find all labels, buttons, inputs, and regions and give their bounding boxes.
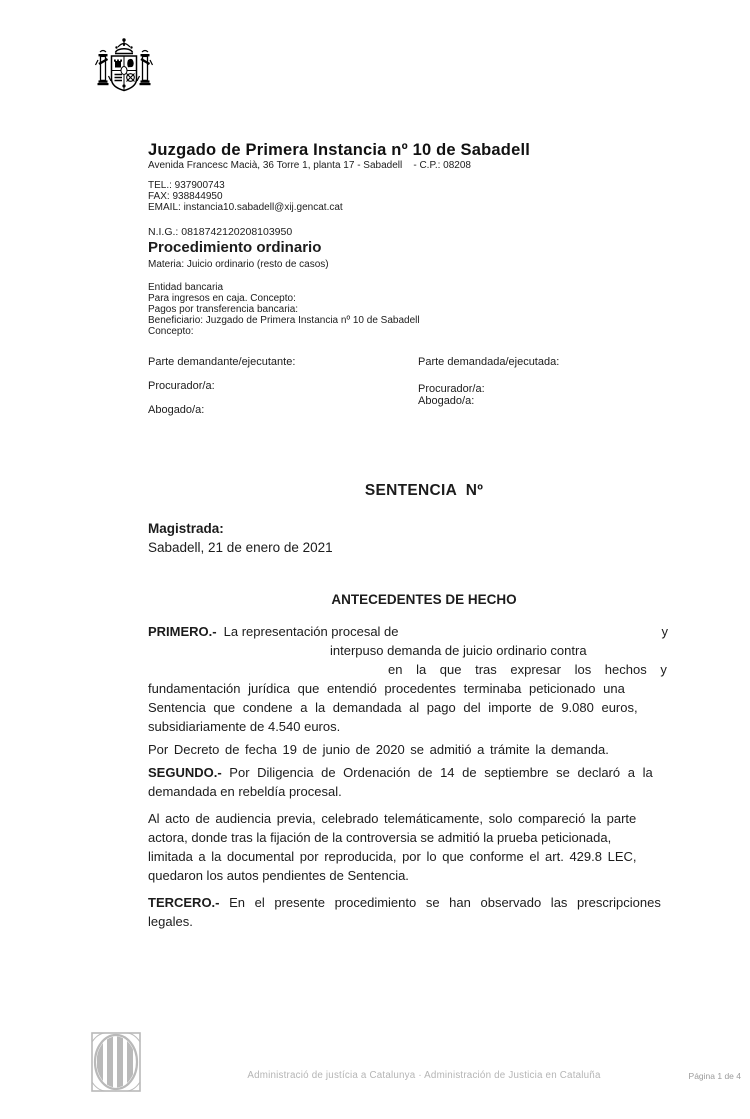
primero-line: PRIMERO.- La representación procesal de y [148,624,668,639]
bank-line: Beneficiario: Juzgado de Primera Instancia nº 10 de Sabadell [148,315,420,326]
nig-number: N.I.G.: 0818742120208103950 [148,226,293,238]
primero-line: en la que tras expresar los hechos y [388,662,667,677]
primero-line: subsidiariamente de 4.540 euros. [148,719,341,734]
tercero-label: TERCERO.- [148,895,220,910]
bank-line: Entidad bancaria [148,282,224,293]
page-number: Página 1 de 4 [688,1071,741,1081]
sentencia-heading: SENTENCIA Nº [364,482,484,499]
plaintiff-procurador-label: Procurador/a: [148,380,215,392]
primero-line: Sentencia que condene a la demandada al pago del importe de 9.080 euros, [148,700,638,715]
place-date-line: Sabadell, 21 de enero de 2021 [148,540,333,555]
plaintiff-abogado-label: Abogado/a: [148,404,205,416]
court-address: Avenida Francesc Macià, 36 Torre 1, planta 17 - Sabadell - C.P.: 08208 [148,160,471,171]
tercero-line: legales. [148,914,193,929]
defendant-column [418,356,700,416]
judgment-body [148,480,700,931]
segundo-line: demandada en rebeldía procesal. [148,784,342,799]
primero-line: interpuso demanda de juicio ordinario contra [330,643,587,658]
antecedentes-heading: ANTECEDENTES DE HECHO [331,592,517,607]
court-name: Juzgado de Primera Instancia nº 10 de Sabadell [148,141,531,159]
spain-coat-of-arms-icon [93,36,155,106]
court-email: EMAIL: instancia10.sabadell@xij.gencat.cat [148,202,343,213]
magistrada-label: Magistrada: [148,521,224,536]
paragraph-decreto: Por Decreto de fecha 19 de junio de 2020 se admitió a trámite la demanda. [148,742,609,757]
court-header [148,141,708,337]
defendant-procurador-label: Procurador/a: [418,382,485,395]
materia-line: Materia: Juicio ordinario (resto de casos) [148,259,329,270]
defendant-title: Parte demandada/ejecutada: [418,356,560,368]
paragraph-primero [148,622,700,736]
segundo-label: SEGUNDO.- [148,765,222,780]
tercero-line: TERCERO.- En el presente procedimiento se han observado las prescripciones [148,895,661,910]
procedure-type: Procedimiento ordinario [148,239,322,256]
audiencia-line: quedaron los autos pendientes de Sentencia. [148,868,409,883]
bank-line: Para ingresos en caja. Concepto: [148,293,296,304]
paragraph-tercero [148,893,700,931]
bank-info [148,282,708,337]
court-fax: FAX: 938844950 [148,191,223,202]
plaintiff-column [148,356,418,416]
paragraph-segundo [148,763,700,801]
footer-admin-text: Administració de justícia a Catalunya · Administración de Justicia en Cataluña [247,1070,601,1081]
generalitat-catalunya-seal-icon [89,1028,143,1096]
audiencia-line: actora, donde tras la fijación de la controversia se admitió la prueba peticionada, [148,830,612,845]
primero-line: fundamentación jurídica que entendió procedentes terminaba peticionado una [148,681,625,696]
primero-line-tail: y [661,624,668,639]
court-contact [148,180,708,213]
primero-label: PRIMERO.- [148,624,217,639]
court-tel: TEL.: 937900743 [148,180,225,191]
audiencia-line: Al acto de audiencia previa, celebrado telemáticamente, solo compareció la parte [148,811,637,826]
audiencia-line: limitada a la documental por reproducida, por lo que conforme el art. 429.8 LEC, [148,849,637,864]
bank-line: Pagos por transferencia bancaria: [148,304,299,315]
paragraph-audiencia [148,809,700,885]
bank-line: Concepto: [148,326,194,337]
case-identification [148,226,708,271]
segundo-line: SEGUNDO.- Por Diligencia de Ordenación de 14 de septiembre se declaró a la [148,765,653,780]
parties-section [148,356,700,416]
plaintiff-title: Parte demandante/ejecutante: [148,356,296,368]
defendant-abogado-label: Abogado/a: [418,395,475,407]
